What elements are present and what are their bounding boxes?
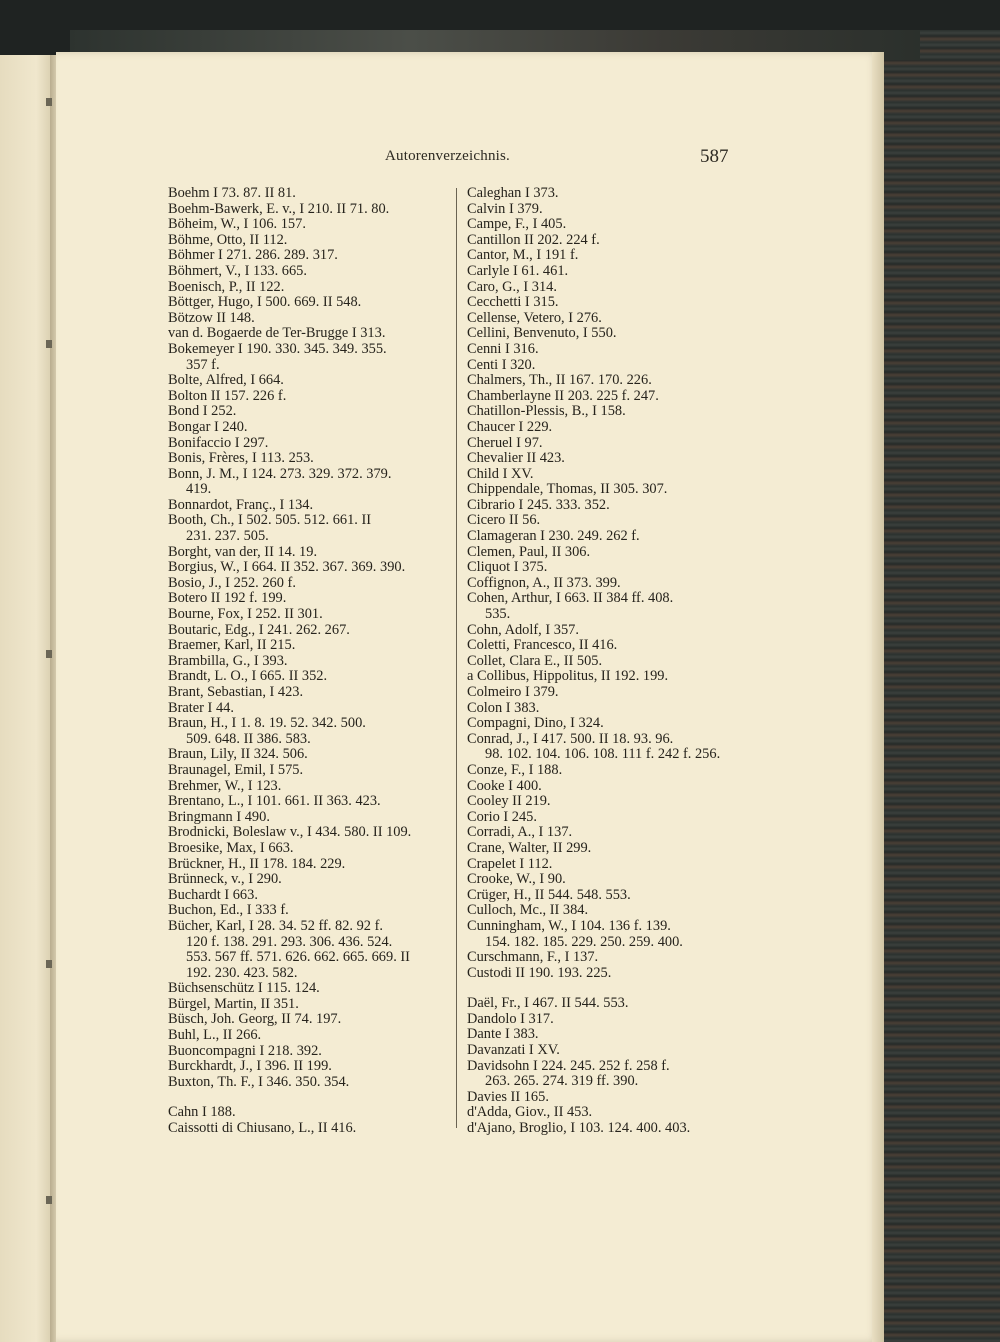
index-entry: Böhmert, V., I 133. 665. (168, 262, 307, 279)
index-entry: Conrad, J., I 417. 500. II 18. 93. 96. (467, 730, 674, 747)
index-entry: Colmeiro I 379. (467, 684, 559, 700)
index-entry: Botero II 192 f. 199. (168, 590, 287, 607)
index-entry: Corio I 245. (467, 808, 537, 825)
index-entry: Calvin I 379. (467, 200, 543, 217)
index-entry: Dante I 383. (467, 1026, 539, 1043)
index-entry: 120 f. 138. 291. 293. 306. 436. 524. (186, 933, 393, 950)
index-entry: Davies II 165. (467, 1088, 549, 1105)
index-entry: 98. 102. 104. 106. 108. 111 f. 242 f. 256. (485, 746, 721, 763)
index-entry: Cibrario I 245. 333. 352. (467, 496, 610, 513)
index-entry: Cellense, Vetero, I 276. (467, 309, 602, 326)
index-entry: Bonn, J. M., I 124. 273. 329. 372. 379. (168, 465, 392, 482)
index-entry: Caleghan I 373. (467, 185, 559, 201)
index-entry: Coffignon, A., II 373. 399. (467, 574, 621, 591)
index-entry: Crüger, H., II 544. 548. 553. (467, 886, 631, 903)
index-entry: Cecchetti I 315. (467, 294, 559, 311)
index-entry: a Collibus, Hippolitus, II 192. 199. (467, 668, 669, 685)
index-entry: Chamberlayne II 203. 225 f. 247. (467, 387, 659, 404)
index-entry: Cicero II 56. (467, 512, 541, 529)
index-entry: 192. 230. 423. 582. (186, 964, 298, 981)
index-entry: Bonifaccio I 297. (168, 434, 269, 451)
index-entry: Collet, Clara E., II 505. (467, 652, 603, 669)
index-entry: Brater I 44. (168, 699, 234, 716)
index-entry: Compagni, Dino, I 324. (467, 715, 604, 732)
index-entry: Broesike, Max, I 663. (168, 839, 294, 856)
index-entry: d'Ajano, Broglio, I 103. 124. 400. 403. (467, 1120, 691, 1137)
book-cover-edge (880, 30, 1000, 1342)
index-entry: Cliquot I 375. (467, 559, 548, 576)
index-entry: Colon I 383. (467, 699, 540, 716)
index-entry: Daël, Fr., I 467. II 544. 553. (467, 995, 629, 1012)
index-entry: Cenni I 316. (467, 340, 539, 357)
page-edge (872, 52, 884, 1342)
index-entry: Caissotti di Chiusano, L., II 416. (168, 1120, 357, 1137)
page-number: 587 (700, 146, 729, 167)
binding-mark (46, 340, 52, 348)
index-entry: Davidsohn I 224. 245. 252 f. 258 f. (467, 1057, 670, 1074)
index-entry: Bonis, Frères, I 113. 253. (168, 450, 314, 467)
index-entry: 357 f. (186, 356, 220, 373)
index-entry: Böhmer I 271. 286. 289. 317. (168, 247, 338, 264)
running-head: Autorenverzeichnis. (385, 148, 511, 164)
index-entry: Buchardt I 663. (168, 886, 258, 903)
index-entry: Coletti, Francesco, II 416. (467, 637, 618, 654)
index-entry: Conze, F., I 188. (467, 761, 563, 778)
index-entry: 553. 567 ff. 571. 626. 662. 665. 669. II (186, 949, 410, 966)
index-entry: Büsch, Joh. Georg, II 74. 197. (168, 1011, 342, 1028)
index-entry: Chevalier II 423. (467, 450, 565, 467)
index-entry: Carlyle I 61. 461. (467, 262, 569, 279)
index-entry: Corradi, A., I 137. (467, 824, 573, 841)
index-entry: Cantillon II 202. 224 f. (467, 231, 600, 248)
index-entry: Bourne, Fox, I 252. II 301. (168, 606, 323, 623)
index-entry: Buoncompagni I 218. 392. (168, 1042, 322, 1059)
index-entry: Bongar I 240. (168, 418, 248, 435)
section-gap (467, 981, 767, 996)
index-entry: 154. 182. 185. 229. 250. 259. 400. (485, 933, 683, 950)
index-entry: Burckhardt, J., I 396. II 199. (168, 1058, 332, 1075)
index-entry: 535. (485, 606, 511, 623)
column-divider (456, 188, 457, 1128)
index-entry: Crapelet I 112. (467, 855, 553, 872)
index-entry: 231. 237. 505. (186, 528, 269, 545)
index-entry: Bonnardot, Franç., I 134. (168, 496, 314, 513)
index-entry: Clemen, Paul, II 306. (467, 543, 591, 560)
index-column-left (168, 186, 453, 1137)
index-entry: Bolte, Alfred, I 664. (168, 372, 284, 389)
index-entry: Borght, van der, II 14. 19. (168, 543, 318, 560)
index-entry: Braemer, Karl, II 215. (168, 637, 296, 654)
index-entry: Braunagel, Emil, I 575. (168, 761, 304, 778)
index-entry: Cantor, M., I 191 f. (467, 247, 579, 264)
index-entry: Child I XV. (467, 465, 534, 482)
index-entry: Bücher, Karl, I 28. 34. 52 ff. 82. 92 f. (168, 917, 383, 934)
index-entry: Boenisch, P., II 122. (168, 278, 285, 295)
index-entry: Chalmers, Th., II 167. 170. 226. (467, 372, 652, 389)
index-entry: Bringmann I 490. (168, 808, 270, 825)
index-entry: Caro, G., I 314. (467, 278, 557, 295)
index-entry: Braun, Lily, II 324. 506. (168, 746, 308, 763)
index-entry: Bokemeyer I 190. 330. 345. 349. 355. (168, 340, 387, 357)
index-entry: Buxton, Th. F., I 346. 350. 354. (168, 1073, 350, 1090)
section-gap (168, 1090, 453, 1105)
index-entry: 509. 648. II 386. 583. (186, 730, 311, 747)
index-entry: Brandt, L. O., I 665. II 352. (168, 668, 328, 685)
index-entry: Campe, F., I 405. (467, 216, 567, 233)
index-entry: Cooke I 400. (467, 777, 542, 794)
index-entry: Centi I 320. (467, 356, 536, 373)
index-entry: Davanzati I XV. (467, 1042, 560, 1059)
index-entry: Boutaric, Edg., I 241. 262. 267. (168, 621, 350, 638)
index-entry: Buchon, Ed., I 333 f. (168, 902, 289, 919)
index-column-right (467, 186, 767, 1137)
index-entry: Brodnicki, Boleslaw v., I 434. 580. II 109. (168, 824, 412, 841)
index-entry: Dandolo I 317. (467, 1010, 554, 1027)
index-entry: Crooke, W., I 90. (467, 871, 566, 888)
binding-mark (46, 960, 52, 968)
index-entry: Booth, Ch., I 502. 505. 512. 661. II (168, 512, 372, 529)
index-entry: Brehmer, W., I 123. (168, 777, 282, 794)
index-entry: Culloch, Mc., II 384. (467, 902, 589, 919)
left-page-sliver (0, 55, 52, 1342)
index-entry: Brückner, H., II 178. 184. 229. (168, 855, 346, 872)
index-entry: Cohn, Adolf, I 357. (467, 621, 579, 638)
index-entry: Cheruel I 97. (467, 434, 543, 451)
binding-mark (46, 650, 52, 658)
index-entry: Büchsenschütz I 115. 124. (168, 980, 320, 997)
index-entry: Chaucer I 229. (467, 418, 553, 435)
index-entry: 419. (186, 481, 212, 498)
index-entry: Brambilla, G., I 393. (168, 652, 288, 669)
index-entry: Bötzow II 148. (168, 309, 255, 326)
index-entry: Custodi II 190. 193. 225. (467, 964, 612, 981)
binding-mark (46, 98, 52, 106)
index-entry: Bond I 252. (168, 403, 237, 420)
index-entry: Chatillon-Plessis, B., I 158. (467, 403, 626, 420)
index-entry: Bürgel, Martin, II 351. (168, 995, 299, 1012)
index-entry: Boehm I 73. 87. II 81. (168, 185, 296, 201)
index-entry: van d. Bogaerde de Ter-Brugge I 313. (168, 325, 386, 342)
index-entry: d'Adda, Giov., II 453. (467, 1104, 593, 1121)
index-entry: Cahn I 188. (168, 1104, 236, 1121)
index-entry: Cunningham, W., I 104. 136 f. 139. (467, 917, 671, 934)
index-entry: Clamageran I 230. 249. 262 f. (467, 528, 640, 545)
index-entry: Brant, Sebastian, I 423. (168, 684, 304, 700)
index-entry: Boehm-Bawerk, E. v., I 210. II 71. 80. (168, 200, 390, 217)
index-entry: Böttger, Hugo, I 500. 669. II 548. (168, 294, 362, 311)
index-entry: Böhme, Otto, II 112. (168, 231, 288, 248)
index-entry: Bolton II 157. 226 f. (168, 387, 287, 404)
index-entry: 263. 265. 274. 319 ff. 390. (485, 1073, 639, 1090)
index-entry: Crane, Walter, II 299. (467, 839, 592, 856)
index-entry: Böheim, W., I 106. 157. (168, 216, 306, 233)
index-entry: Curschmann, F., I 137. (467, 949, 599, 966)
index-entry: Brünneck, v., I 290. (168, 871, 282, 888)
index-entry: Braun, H., I 1. 8. 19. 52. 342. 500. (168, 715, 366, 732)
index-entry: Cohen, Arthur, I 663. II 384 ff. 408. (467, 590, 674, 607)
index-entry: Brentano, L., I 101. 661. II 363. 423. (168, 793, 381, 810)
index-entry: Borgius, W., I 664. II 352. 367. 369. 390. (168, 559, 406, 576)
index-entry: Cellini, Benvenuto, I 550. (467, 325, 617, 342)
binding-mark (46, 1196, 52, 1204)
index-entry: Bosio, J., I 252. 260 f. (168, 574, 296, 591)
index-entry: Chippendale, Thomas, II 305. 307. (467, 481, 668, 498)
index-entry: Buhl, L., II 266. (168, 1027, 262, 1044)
index-entry: Cooley II 219. (467, 793, 551, 810)
